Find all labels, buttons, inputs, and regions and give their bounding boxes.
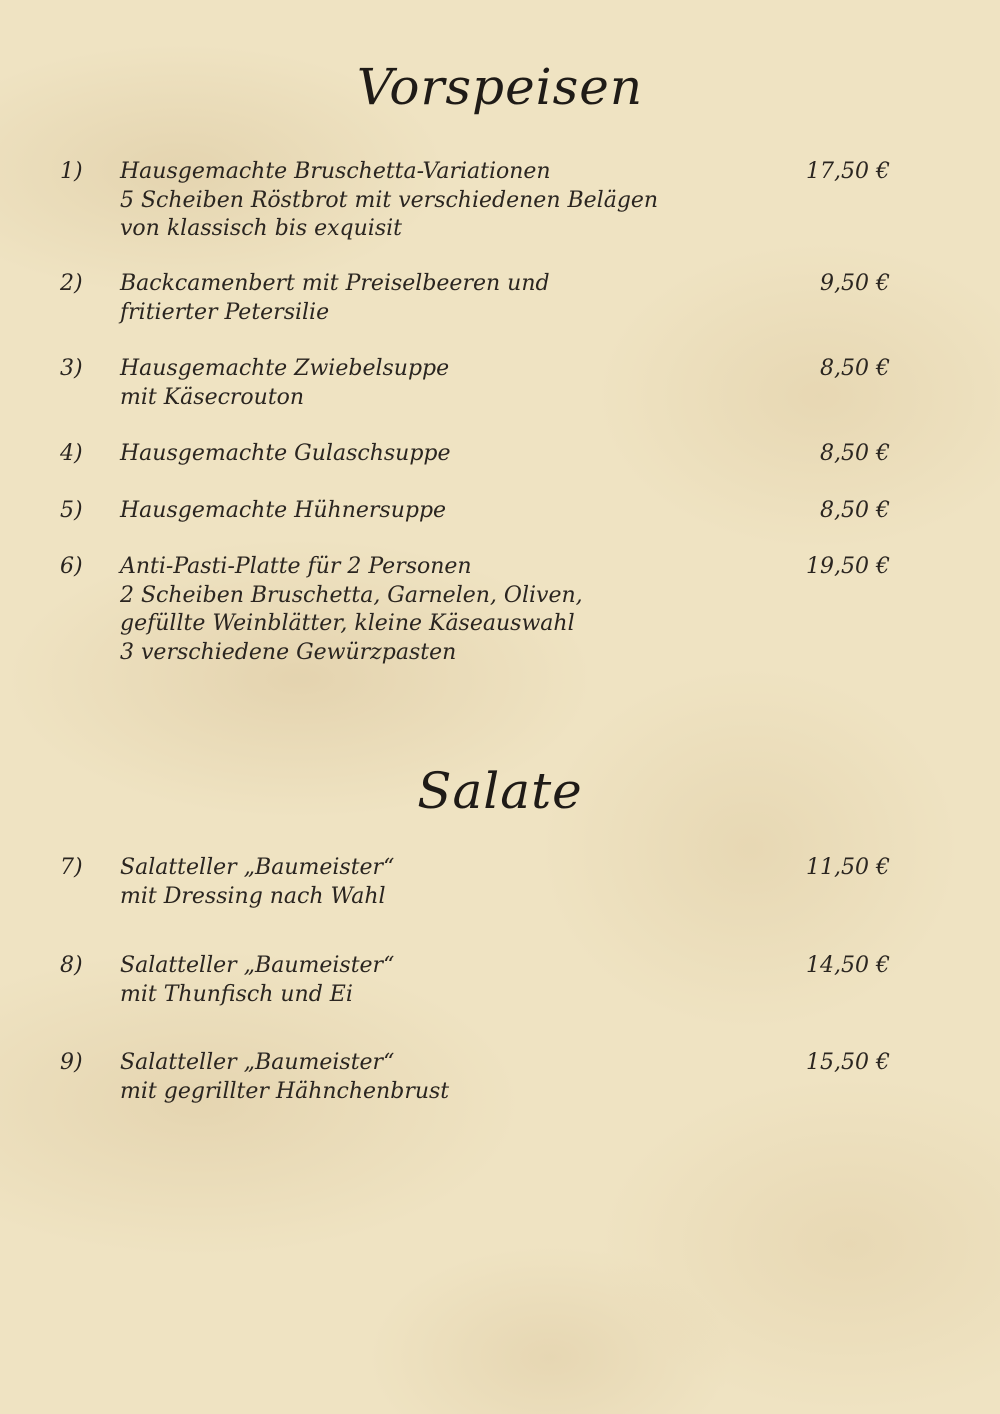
item-line: Salatteller „Baumeister“ [120,953,395,978]
item-description [120,952,740,1009]
item-line: 2 Scheiben Bruschetta, Garnelen, Oliven, [120,582,583,608]
item-price: 17,50 € [806,159,890,184]
item-line: Hausgemachte Gulaschsuppe [120,441,451,466]
item-line: 3 verschiedene Gewürzpasten [120,639,457,665]
item-price: 9,50 € [820,271,890,296]
item-line: mit Käsecrouton [120,384,305,410]
item-line: 5 Scheiben Röstbrot mit verschiedenen Belägen [120,187,659,213]
item-number: 4) [60,441,83,466]
item-description [120,158,740,244]
item-price: 8,50 € [820,356,890,381]
item-number: 1) [60,159,83,184]
item-description [120,553,740,667]
item-line: Hausgemachte Zwiebelsuppe [120,356,450,381]
item-line: Hausgemachte Bruschetta-Variationen [120,159,551,184]
item-number: 9) [60,1050,83,1075]
item-line: Backcamenbert mit Preiselbeeren und [120,271,550,296]
item-price: 19,50 € [806,554,890,579]
item-description [120,497,740,526]
item-line: Anti-Pasti-Platte für 2 Personen [120,554,472,579]
item-description [120,440,740,469]
section-title: Salate [417,762,583,820]
item-description [120,854,740,911]
item-line: Hausgemachte Hühnersuppe [120,498,447,523]
item-line: mit gegrillter Hähnchenbrust [120,1078,450,1104]
item-number: 2) [60,271,83,296]
item-number: 8) [60,953,83,978]
item-line: fritierter Petersilie [120,299,330,325]
item-line: Salatteller „Baumeister“ [120,855,395,880]
item-price: 15,50 € [806,1050,890,1075]
section-salate [0,762,1000,820]
item-line: von klassisch bis exquisit [120,216,402,241]
section-title: Vorspeisen [356,58,644,116]
item-description [120,270,740,327]
item-description [120,355,740,412]
item-number: 6) [60,554,83,579]
item-number: 5) [60,498,83,523]
item-number: 7) [60,855,83,880]
item-line: mit Dressing nach Wahl [120,883,386,909]
item-line: Salatteller „Baumeister“ [120,1050,395,1075]
item-line: mit Thunfisch und Ei [120,981,353,1007]
item-price: 8,50 € [820,441,890,466]
item-price: 8,50 € [820,498,890,523]
section-vorspeisen [0,58,1000,116]
item-number: 3) [60,356,83,381]
item-price: 11,50 € [806,855,890,880]
item-price: 14,50 € [806,953,890,978]
item-line: gefüllte Weinblätter, kleine Käseauswahl [120,611,575,636]
item-description [120,1049,740,1106]
